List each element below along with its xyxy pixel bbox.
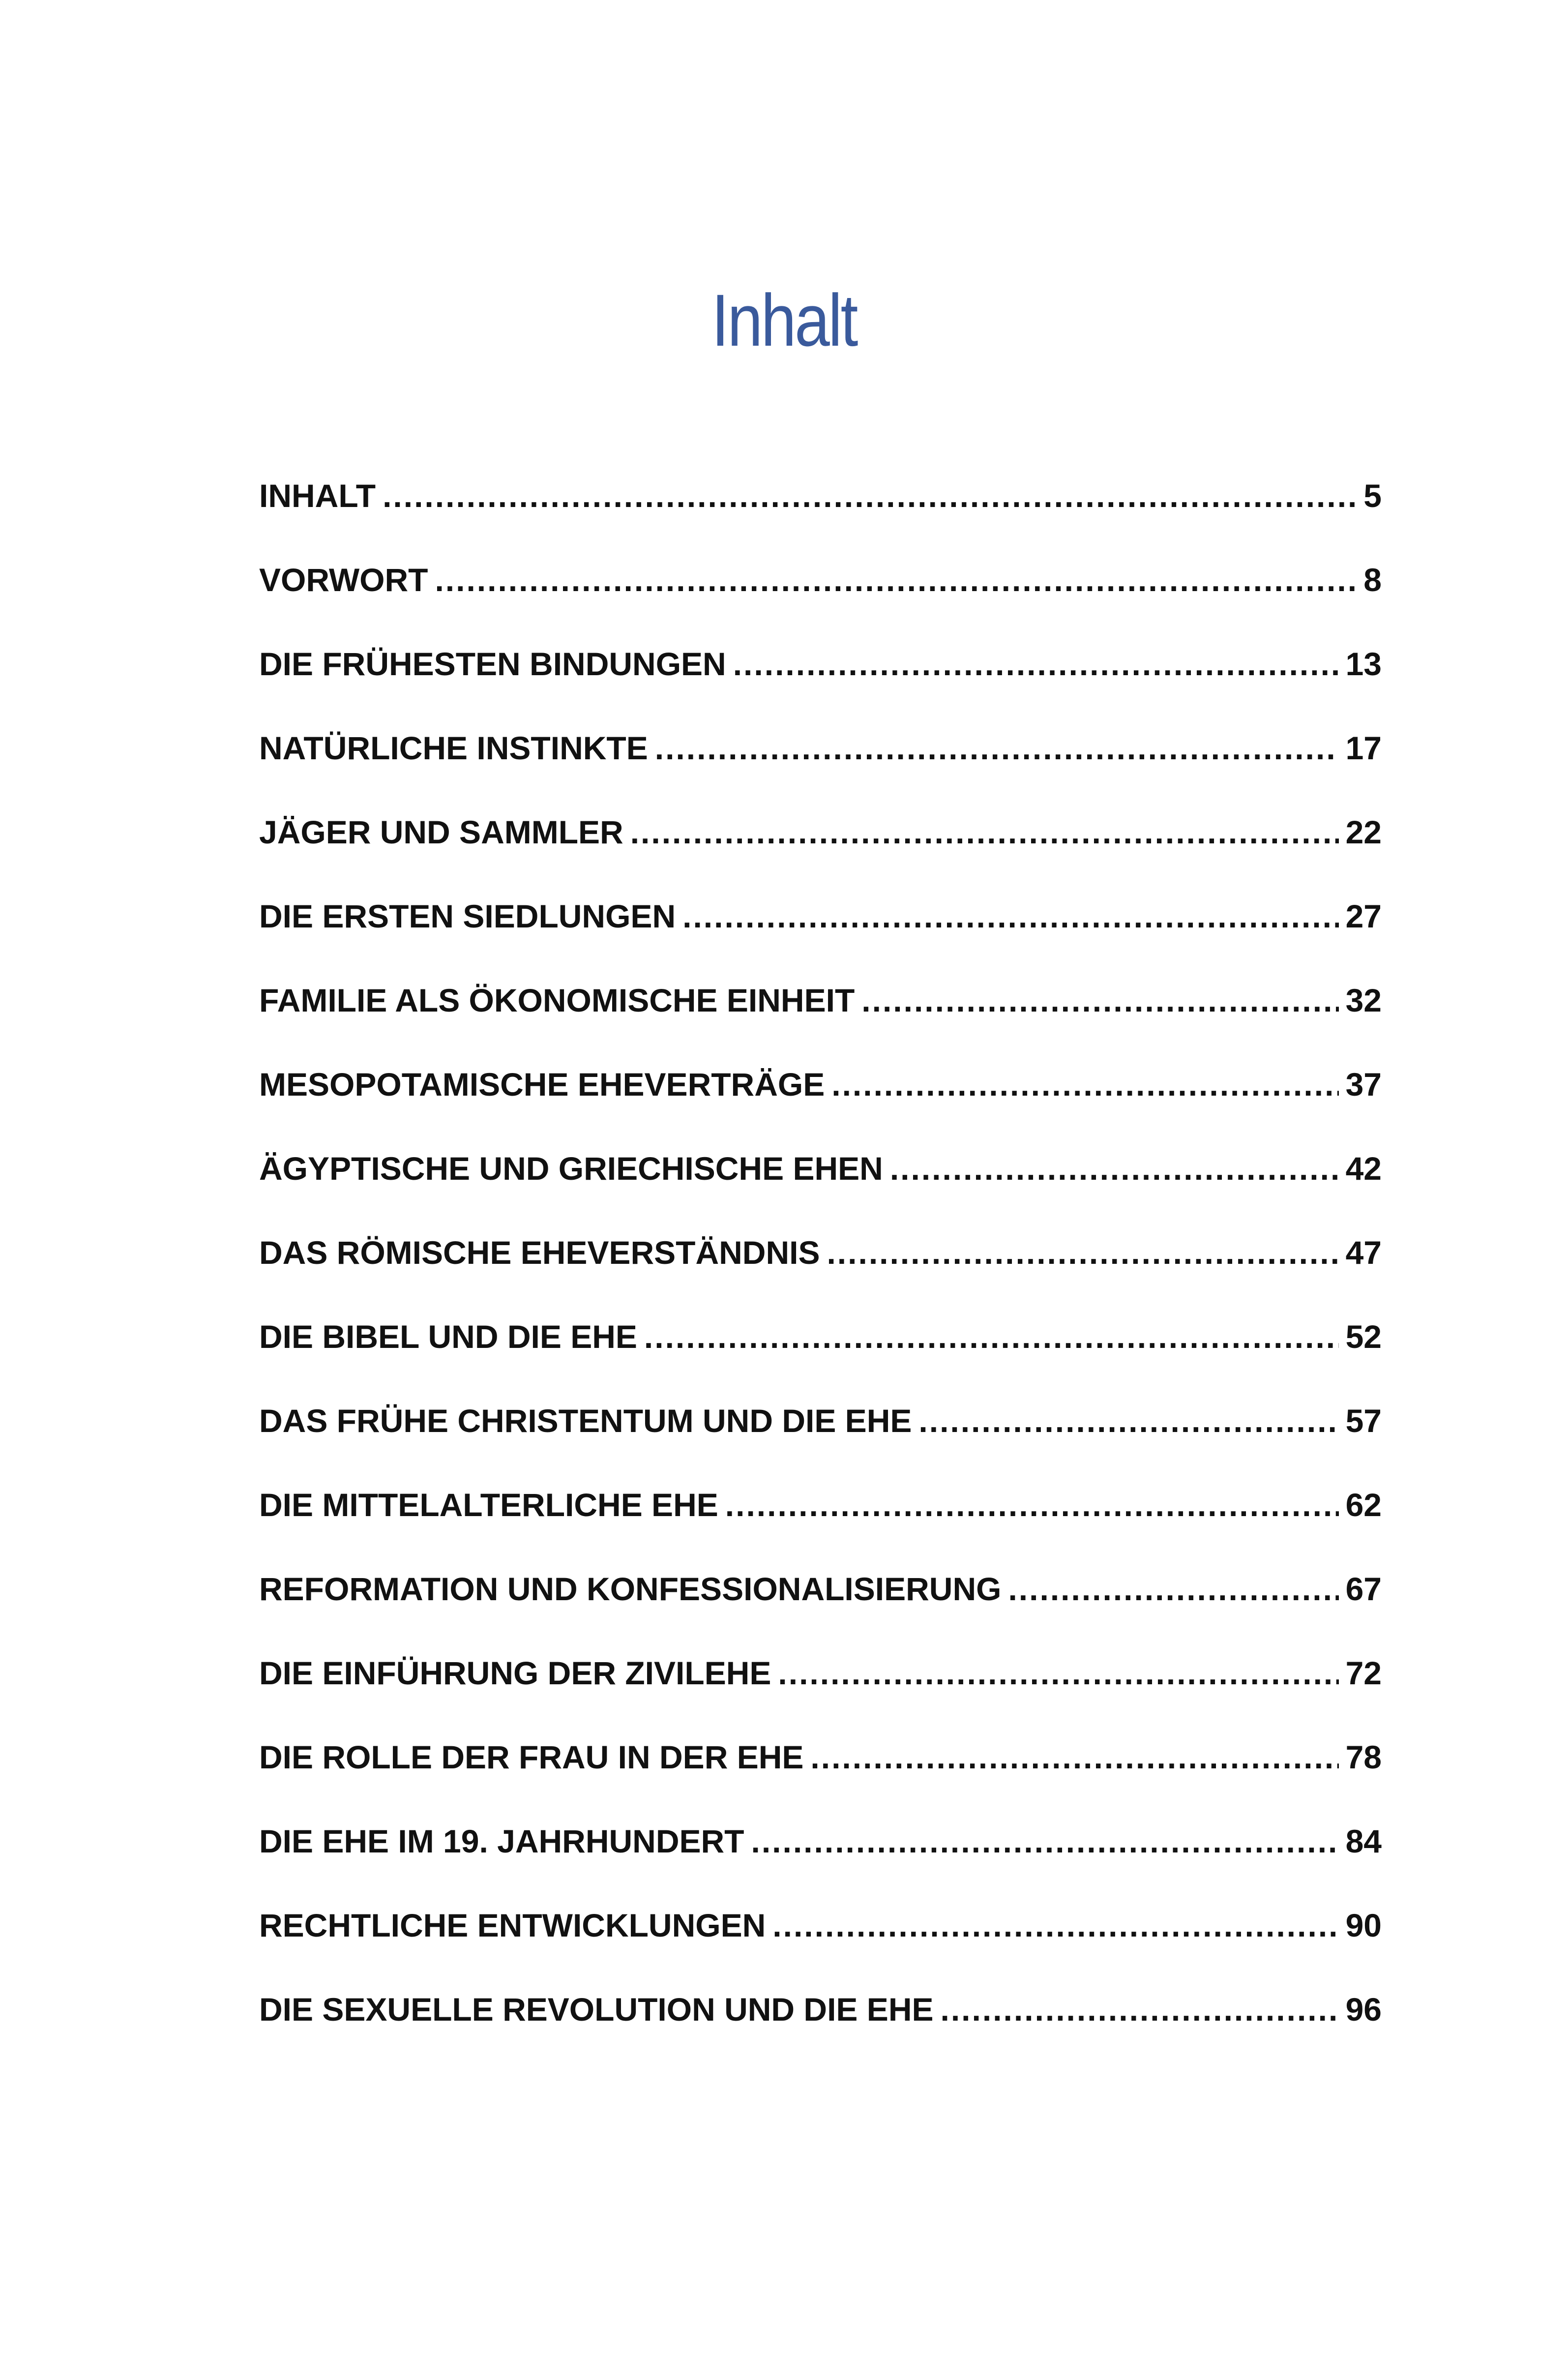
toc-entry-title: DIE MITTELALTERLICHE EHE [259,1487,718,1523]
toc-entry[interactable] [259,1732,1382,1817]
toc-entry-title: VORWORT [259,562,428,598]
toc-entry-page-number: 8 [1363,562,1382,598]
toc-entry[interactable] [259,807,1382,892]
toc-entry-title: DIE FRÜHESTEN BINDUNGEN [259,646,726,682]
toc-entry-title: MESOPOTAMISCHE EHEVERTRÄGE [259,1066,825,1103]
toc-entry[interactable] [259,892,1382,976]
toc-entry[interactable] [259,555,1382,639]
toc-dot-leader [918,1396,1338,1445]
toc-entry-page-number: 32 [1345,982,1382,1018]
toc-dot-leader [733,639,1339,688]
toc-entry[interactable] [259,1901,1382,1985]
toc-entry[interactable] [259,639,1382,723]
toc-entry-title: JÄGER UND SAMMLER [259,814,623,850]
toc-entry-title: DIE EHE IM 19. JAHRHUNDERT [259,1823,744,1859]
toc-dot-leader [644,1312,1339,1361]
toc-entry-page-number: 90 [1345,1907,1382,1943]
toc-entry-title: NATÜRLICHE INSTINKTE [259,730,648,766]
toc-entry[interactable] [259,1396,1382,1480]
toc-entry[interactable] [259,1564,1382,1648]
toc-entry-page-number: 27 [1345,898,1382,934]
toc-entry-title: DAS FRÜHE CHRISTENTUM UND DIE EHE [259,1403,912,1439]
toc-entry[interactable] [259,1060,1382,1144]
toc-entry-page-number: 37 [1345,1066,1382,1103]
toc-entry-page-number: 22 [1345,814,1382,850]
table-of-contents [259,471,1382,2069]
toc-entry-title: DIE SEXUELLE REVOLUTION UND DIE EHE [259,1991,934,2028]
toc-dot-leader [890,1144,1339,1193]
toc-dot-leader [655,723,1339,773]
toc-entry[interactable] [259,1817,1382,1901]
toc-entry[interactable] [259,1648,1382,1732]
toc-dot-leader [751,1817,1339,1866]
toc-dot-leader [630,807,1339,857]
toc-dot-leader [861,976,1338,1025]
toc-dot-leader [682,892,1338,941]
toc-entry[interactable] [259,1985,1382,2069]
toc-entry-page-number: 13 [1345,646,1382,682]
toc-entry[interactable] [259,1312,1382,1396]
toc-entry[interactable] [259,471,1382,555]
toc-entry-page-number: 67 [1345,1571,1382,1607]
toc-entry-page-number: 42 [1345,1150,1382,1187]
toc-entry-page-number: 47 [1345,1234,1382,1271]
toc-entry-title: DAS RÖMISCHE EHEVERSTÄNDNIS [259,1234,820,1271]
toc-dot-leader [831,1060,1338,1109]
toc-dot-leader [435,555,1357,604]
toc-entry-title: DIE ERSTEN SIEDLUNGEN [259,898,676,934]
toc-entry-title: DIE EINFÜHRUNG DER ZIVILEHE [259,1655,771,1691]
toc-dot-leader [810,1732,1338,1782]
toc-entry-page-number: 96 [1345,1991,1382,2028]
toc-dot-leader [383,471,1357,520]
page-title: Inhalt [711,278,857,361]
toc-entry[interactable] [259,1144,1382,1228]
toc-entry[interactable] [259,1480,1382,1564]
toc-entry-title: REFORMATION UND KONFESSIONALISIERUNG [259,1571,1002,1607]
toc-dot-leader [778,1648,1338,1698]
toc-entry-page-number: 78 [1345,1739,1382,1775]
toc-entry-page-number: 52 [1345,1318,1382,1355]
toc-entry-page-number: 57 [1345,1403,1382,1439]
toc-entry-page-number: 17 [1345,730,1382,766]
toc-entry[interactable] [259,976,1382,1060]
toc-entry-title: RECHTLICHE ENTWICKLUNGEN [259,1907,766,1943]
toc-entry-page-number: 84 [1345,1823,1382,1859]
toc-entry-title: DIE BIBEL UND DIE EHE [259,1318,637,1355]
toc-entry-title: FAMILIE ALS ÖKONOMISCHE EINHEIT [259,982,855,1018]
toc-dot-leader [1008,1564,1338,1613]
toc-dot-leader [725,1480,1339,1529]
toc-entry-title: INHALT [259,478,376,514]
toc-dot-leader [772,1901,1338,1950]
toc-entry-page-number: 72 [1345,1655,1382,1691]
toc-entry[interactable] [259,1228,1382,1312]
toc-entry[interactable] [259,723,1382,807]
toc-entry-title: ÄGYPTISCHE UND GRIECHISCHE EHEN [259,1150,883,1187]
toc-entry-title: DIE ROLLE DER FRAU IN DER EHE [259,1739,804,1775]
toc-entry-page-number: 62 [1345,1487,1382,1523]
toc-dot-leader [827,1228,1338,1277]
toc-dot-leader [941,1985,1339,2034]
toc-entry-page-number: 5 [1363,478,1382,514]
